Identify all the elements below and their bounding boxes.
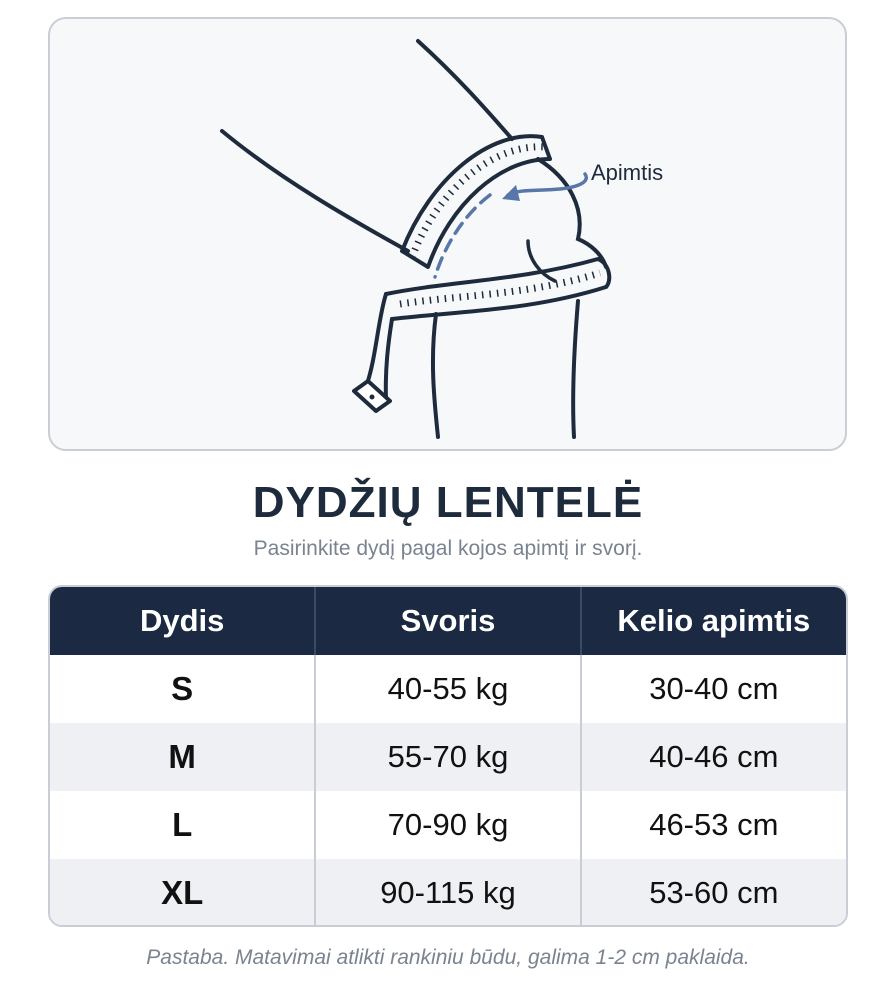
header-size: Dydis (50, 587, 315, 655)
circumference-cell: 40-46 cm (581, 723, 846, 791)
header-circumference: Kelio apimtis (581, 587, 846, 655)
size-cell: L (50, 791, 315, 859)
table-row (50, 859, 846, 927)
weight-cell: 90-115 kg (315, 859, 580, 927)
circumference-label: Apimtis (591, 160, 664, 185)
table-row (50, 723, 846, 791)
shin-front-line (573, 301, 578, 437)
thigh-back-line (222, 131, 408, 251)
table-row (50, 791, 846, 859)
size-cell: XL (50, 859, 315, 927)
circumference-cell: 30-40 cm (581, 655, 846, 723)
weight-cell: 70-90 kg (315, 791, 580, 859)
circumference-cell: 46-53 cm (581, 791, 846, 859)
thigh-front-line (418, 41, 512, 139)
illustration-card (48, 17, 847, 451)
knee-measurement-illustration (50, 19, 847, 451)
table-header-row (50, 587, 846, 655)
page-subtitle: Pasirinkite dydį pagal kojos apimtį ir svorį. (253, 537, 643, 560)
size-table (50, 587, 846, 927)
shin-back-line (433, 314, 438, 437)
tape-lower (354, 259, 609, 411)
header-weight: Svoris (315, 587, 580, 655)
weight-cell: 40-55 kg (315, 655, 580, 723)
size-cell: M (50, 723, 315, 791)
weight-cell: 55-70 kg (315, 723, 580, 791)
circumference-cell: 53-60 cm (581, 859, 846, 927)
footnote: Pastaba. Matavimai atlikti rankiniu būdu, galima 1-2 cm paklaida. (146, 946, 750, 969)
size-cell: S (50, 655, 315, 723)
size-table-container (48, 585, 848, 927)
page-title: DYDŽIŲ LENTELĖ (252, 478, 644, 527)
table-row (50, 655, 846, 723)
